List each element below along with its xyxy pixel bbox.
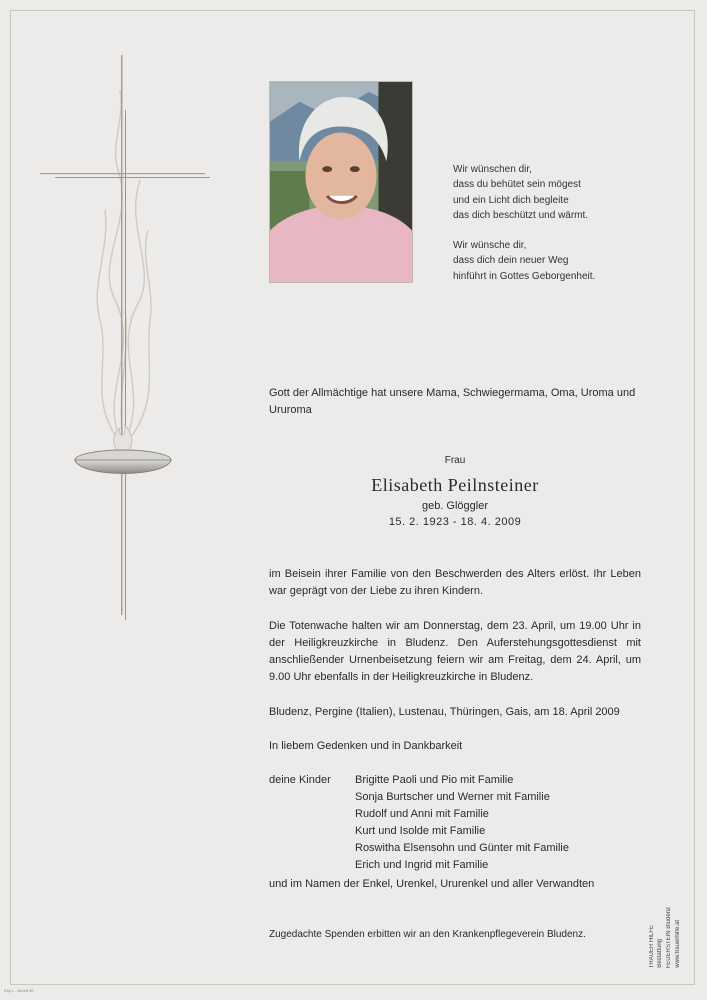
deceased-name: Elisabeth Peilnsteiner (371, 475, 539, 495)
list-item: Sonja Burtscher und Werner mit Familie (355, 791, 550, 803)
logo-text: TRAUER HILFE (649, 924, 655, 968)
passing-text: im Beisein ihrer Familie von den Beschwerden des Alters erlöst. Ihr Leben war geprägt von der Liebe zu ihren Kindern. (269, 568, 641, 597)
poem-line: dass du behütet sein mögest (453, 179, 581, 191)
list-item: Rudolf und Anni mit Familie (355, 808, 489, 820)
list-item: Kurt und Isolde mit Familie (355, 825, 486, 837)
list-item: Roswitha Elsensohn und Günter mit Familie (355, 842, 569, 854)
place-date: Bludenz, Pergine (Italien), Lustenau, Thüringen, Gais, am 18. April 2009 (269, 706, 620, 718)
life-dates: 15. 2. 1923 - 18. 4. 2009 (388, 516, 522, 528)
poem (453, 162, 653, 284)
relatives-text: und im Namen der Enkel, Urenkel, Ururenkel und aller Verwandten (269, 878, 595, 890)
donation-text: Zugedachte Spenden erbitten wir an den Krankenpflegeverein Bludenz. (269, 929, 586, 940)
kids-label: deine Kinder (269, 774, 331, 786)
intro-text: Gott der Allmächtige hat unsere Mama, Schwiegermama, Oma, Uroma und Ururoma (269, 387, 636, 416)
poem-line: das dich beschützt und wärmt. (453, 209, 589, 221)
salutation: Frau (444, 455, 466, 466)
poem-line: hinführt in Gottes Geborgenheit. (453, 270, 596, 282)
poem-line: dass dich dein neuer Weg (453, 255, 569, 267)
portrait-photo (269, 81, 413, 283)
cross-icon (30, 50, 215, 630)
poem-line: Wir wünsche dir, (453, 240, 527, 252)
service-info: Die Totenwache halten wir am Donnerstag, dem 23. April, um 19.00 Uhr in der Heiligkreuzkirche in Bludenz. Den Auferstehungsgottesdienst mit anschließender Urnenbeisetzung feiern wir am Freitag, dem 24. April, um 9.00 Uhr ebenfalls in der Heiligkreuzkirche in Bludenz. (269, 620, 641, 683)
poem-line: Wir wünschen dir, (453, 164, 532, 175)
logo-text: Bestattung (657, 939, 663, 968)
maiden-name: geb. Glöggler (421, 500, 489, 512)
remembrance-text: In liebem Gedenken und in Dankbarkeit (269, 740, 463, 752)
undertaker-logo (648, 868, 684, 968)
logo-text: www.trauerhilfe.at (675, 920, 681, 968)
list-item: Erich und Ingrid mit Familie (355, 859, 489, 871)
logo-text: FEUERSTEIN Bludenz (666, 906, 672, 968)
list-item: Brigitte Paoli und Pio mit Familie (355, 774, 514, 786)
poem-line: und ein Licht dich begleite (453, 194, 569, 206)
footer-note: K5y L - Arbeit 30 (4, 988, 34, 993)
